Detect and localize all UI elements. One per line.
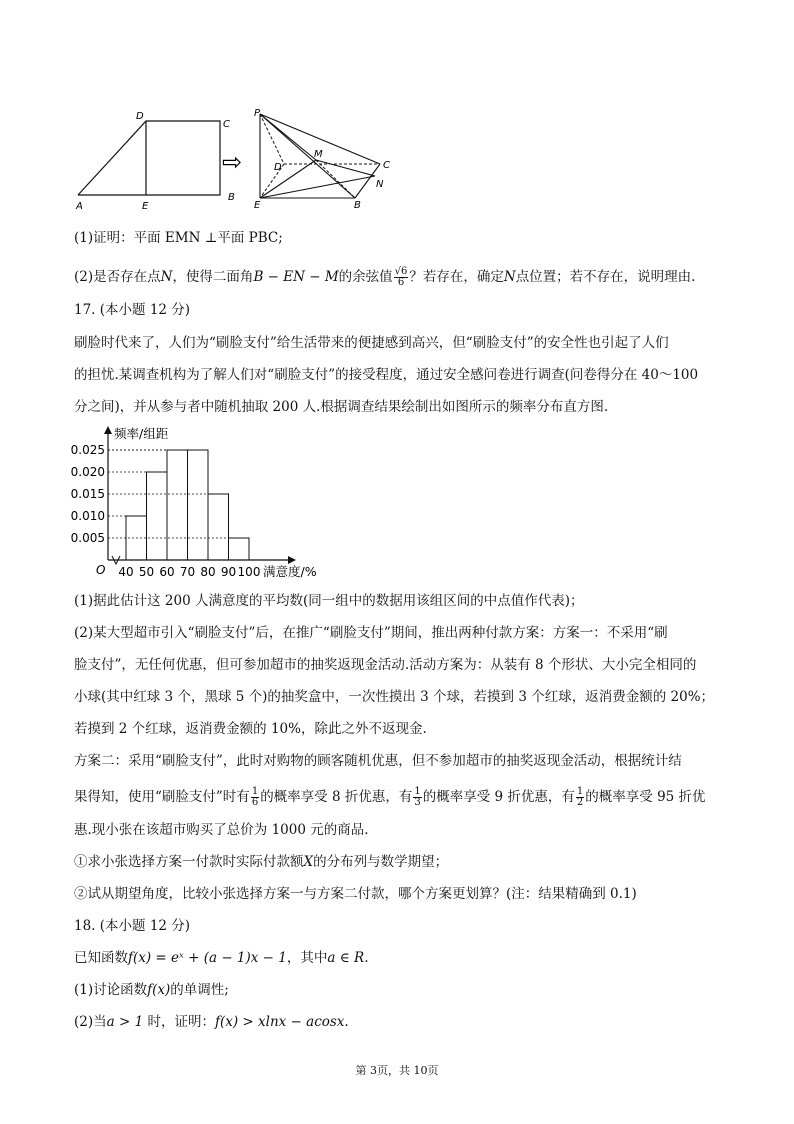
- q17-part2-line: 小球(其中红球 3 个，黑球 5 个)的抽奖盒中，一次性摸出 3 个球，若摸到 3 个红球，返消费金额的 20%；: [74, 689, 715, 705]
- y-tick-label: 0.015: [70, 487, 105, 501]
- page-footer: 第 3页，共 10页: [355, 1064, 439, 1077]
- x-tick-label: 70: [179, 565, 196, 579]
- q17-header: 17. (本小题 12 分): [74, 302, 191, 318]
- y-axis-label: 频率/组距: [114, 426, 169, 441]
- histogram-bar: [208, 494, 229, 560]
- q17-part2-line: 方案二：采用“刷脸支付”，此时对购物的顾客随机优惠，但不参加超市的抽奖返现金活动，根据统计结: [74, 753, 682, 769]
- frac-denominator: 3: [414, 797, 421, 808]
- frac-denominator: 6: [397, 277, 405, 288]
- histogram-bar: [147, 472, 168, 560]
- q17-sub2: ②试从期望角度，比较小张选择方案一与方案二付款，哪个方案更划算？(注：结果精确到 0.1): [74, 886, 637, 902]
- arrow-icon: ⇨: [222, 148, 243, 176]
- histogram-bar: [229, 538, 250, 560]
- q17-var-X: X: [303, 854, 314, 870]
- x-axis-arrow-icon: [288, 556, 296, 564]
- x-tick-label: 50: [138, 565, 155, 579]
- y-tick-label: 0.010: [70, 509, 105, 523]
- q18-text: 时，证明：: [143, 1014, 215, 1030]
- x-tick-label: 80: [200, 565, 216, 579]
- q18-header: 18. (本小题 12 分): [74, 918, 191, 934]
- q18-part2: [74, 1013, 349, 1031]
- left-trapezoid: [78, 121, 220, 195]
- label-B: B: [228, 192, 235, 203]
- q17-plan2-text: 的概率享受 9 折优惠，有: [422, 789, 575, 805]
- q16-fraction: [394, 267, 409, 288]
- q16-part2: [74, 267, 695, 288]
- label-D: D: [136, 111, 144, 122]
- q18-text: (1)讨论函数: [74, 982, 148, 998]
- frequency-histogram: [68, 424, 338, 584]
- q16-part1: (1)证明：平面 EMN ⊥平面 PBC;: [74, 230, 283, 246]
- q17-sub1: [74, 853, 448, 871]
- y-axis-arrow-icon: [104, 426, 112, 434]
- q17-intro-line: 分之间)，并从参与者中随机抽取 200 人.根据调查结果绘制出如图所示的频率分布直方图.: [74, 399, 609, 415]
- q18-part1: [74, 981, 229, 999]
- q16-point-N: N: [503, 269, 516, 285]
- q17-sub1-text: ①求小张选择方案一付款时实际付款额: [74, 854, 304, 870]
- q16-part2-text: 的余弦值: [338, 269, 393, 285]
- frac-numerator: √6: [394, 266, 408, 277]
- q17-part2-line: 脸支付”，无任何优惠，但可参加超市的抽奖返现金活动.活动方案为：从装有 8 个形状、大小完全相同的: [74, 657, 697, 673]
- fraction-one-third: [413, 787, 421, 808]
- q18-text: 的单调性;: [170, 982, 229, 998]
- label-M: M: [314, 149, 323, 160]
- q18-text: (2)当: [74, 1014, 107, 1030]
- q17-plan2-text: 果得知，使用“刷脸支付”时有: [74, 789, 250, 805]
- label-C2: C: [383, 160, 390, 171]
- y-tick-label: 0.005: [70, 531, 105, 545]
- q16-point-N: N: [160, 269, 173, 285]
- q16-part2-text: (2)是否存在点: [74, 269, 161, 285]
- label-D2: D: [274, 162, 282, 173]
- label-A: A: [76, 201, 83, 212]
- q17-plan2-line3: 惠.现小张在该超市购买了总价为 1000 元的商品.: [74, 822, 369, 838]
- q18-condition: a > 1: [106, 1014, 144, 1030]
- q17-plan2-text: 的概率享受 8 折优惠，有: [260, 789, 413, 805]
- q17-sub1-text: 的分布列与数学期望；: [313, 854, 449, 870]
- label-E: E: [142, 201, 149, 212]
- q16-dihedral-expr: B − EN − M: [253, 269, 339, 285]
- q18-text: .: [344, 1014, 349, 1030]
- q17-intro-line: 刷脸时代来了，人们为“刷脸支付”给生活带来的便捷感到高兴，但“刷脸支付”的安全性也引起了人们: [74, 335, 669, 351]
- y-tick-label: 0.025: [70, 443, 105, 457]
- frac-numerator: 1: [414, 786, 421, 797]
- q16-part2-text: ？若存在，确定: [409, 269, 504, 285]
- q16-part2-text: ，使得二面角: [172, 269, 254, 285]
- origin-label: O: [96, 563, 106, 577]
- label-E2: E: [254, 200, 261, 211]
- q16-part2-text: 点位置；若不存在，说明理由.: [515, 269, 696, 285]
- q17-intro-line: 的担忧.某调查机构为了解人们对“刷脸支付”的接受程度，通过安全感问卷进行调查(问卷得分在 40～100: [74, 367, 699, 383]
- frac-denominator: 6: [251, 797, 259, 808]
- q18-text: .: [364, 950, 369, 966]
- frac-numerator: 1: [576, 786, 584, 797]
- frac-numerator: 1: [251, 786, 259, 797]
- x-tick-label: 40: [118, 565, 134, 579]
- q18-fx: f(x): [147, 982, 171, 998]
- q18-inequality: f(x) > xlnx − acosx: [214, 1014, 345, 1030]
- histogram-bar: [188, 450, 209, 560]
- x-tick-label: 60: [159, 565, 175, 579]
- label-C: C: [223, 119, 230, 130]
- label-P: P: [254, 108, 261, 119]
- y-tick-label: 0.020: [70, 465, 105, 479]
- q18-domain: a ∈ R: [327, 950, 365, 966]
- x-axis-label: 满意度/%: [263, 564, 317, 579]
- x-tick-label: 100: [237, 565, 261, 579]
- label-N: N: [376, 179, 384, 190]
- q17-part1: (1)据此估计这 200 人满意度的平均数(同一组中的数据用该组区间的中点值作代表)；: [74, 593, 584, 609]
- label-B2: B: [354, 200, 361, 211]
- geometry-figure: [70, 100, 410, 218]
- q17-part2-line: 若摸到 2 个红球，返消费金额的 10%，除此之外不返现金.: [74, 721, 427, 737]
- frac-denominator: 2: [576, 797, 584, 808]
- fraction-one-sixth: [251, 787, 259, 808]
- q17-plan2-line: [74, 787, 706, 808]
- q17-plan2-text: 的概率享受 95 折优: [585, 789, 706, 805]
- q18-text: 已知函数: [74, 950, 128, 966]
- histogram-bar: [167, 450, 188, 560]
- fraction-one-half: [576, 787, 584, 808]
- q18-text: ，其中: [286, 950, 328, 966]
- q17-part2-line: (2)某大型超市引入“刷脸支付”后，在推广“刷脸支付”期间，推出两种付款方案：方案一：不采用“刷: [74, 625, 668, 641]
- q18-line1: [74, 949, 368, 967]
- q18-function: f(x) = eˣ + (a − 1)x − 1: [128, 950, 287, 966]
- x-tick-label: 90: [220, 565, 237, 579]
